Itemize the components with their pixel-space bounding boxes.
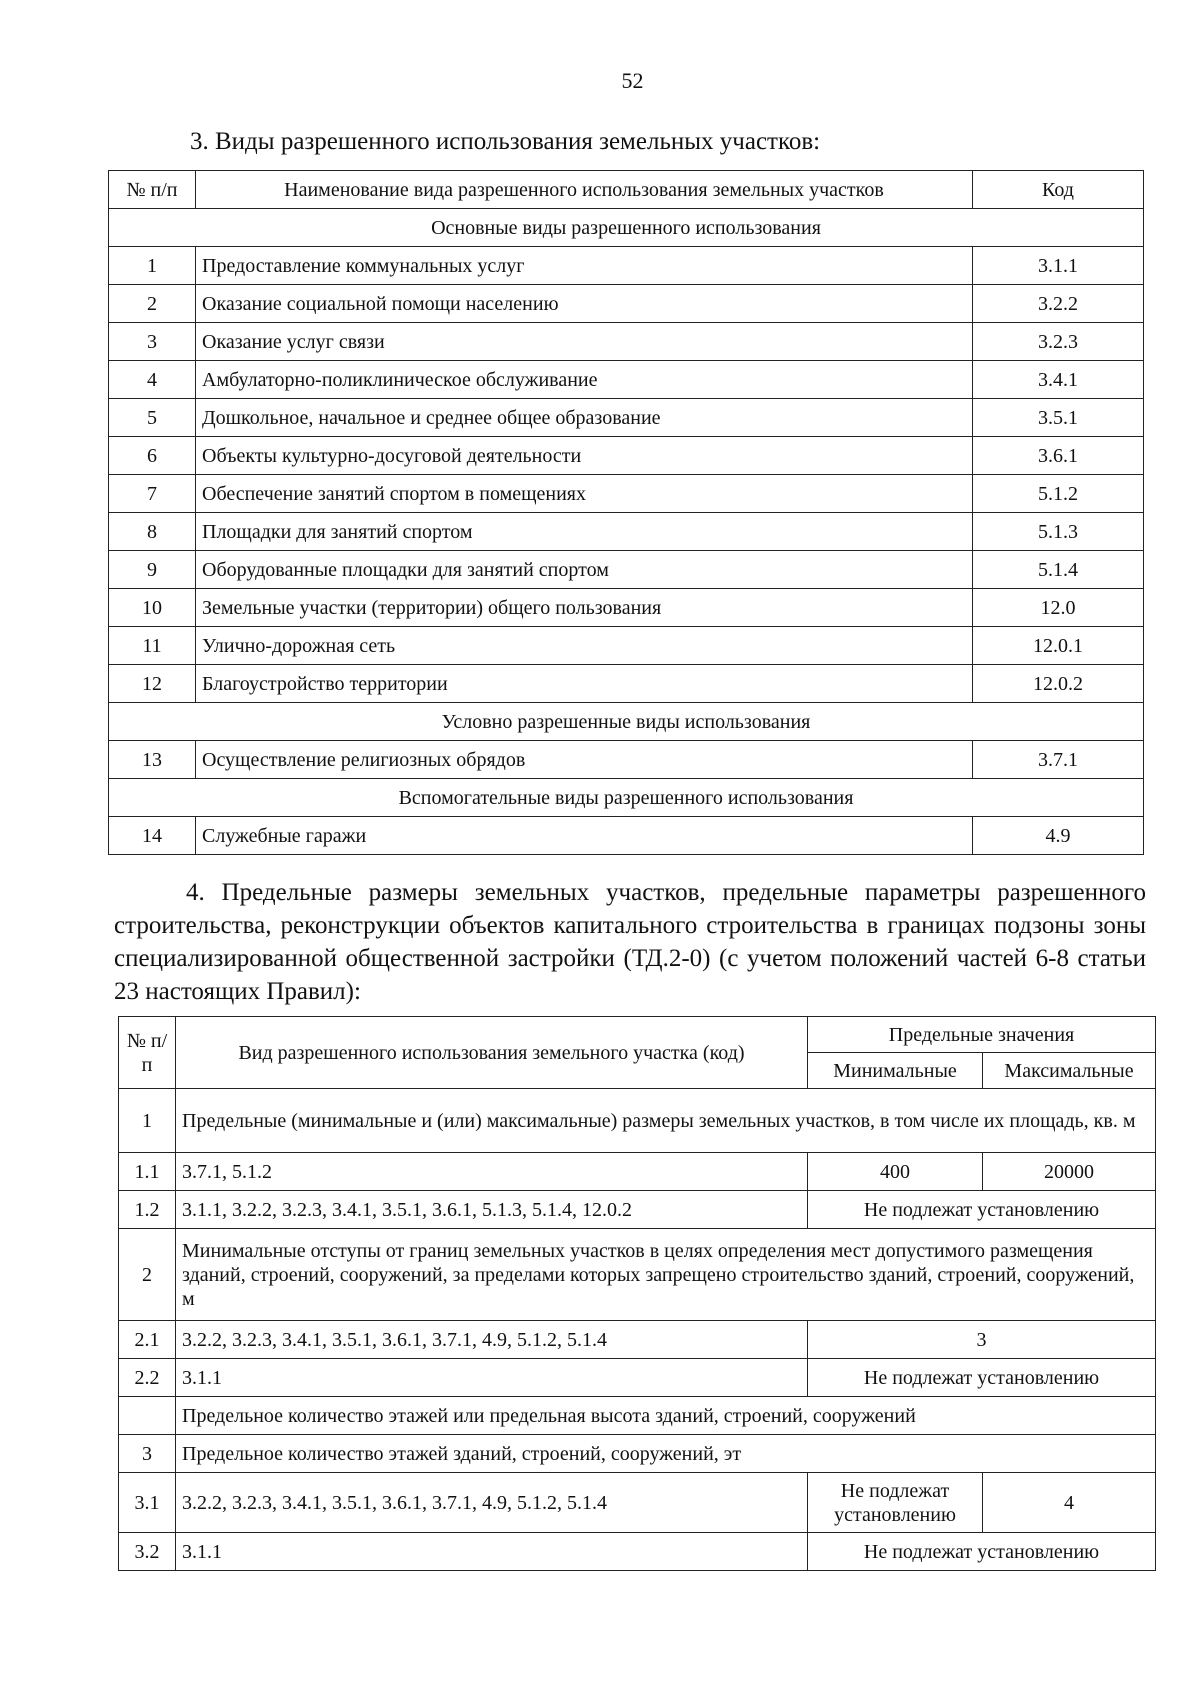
table-row [109,589,1144,627]
header-max: Максимальные [983,1053,1156,1089]
row-code: 5.1.4 [973,551,1144,589]
row-name: Обеспечение занятий спортом в помещениях [196,475,973,513]
table-row [109,551,1144,589]
row-num: 3.2 [119,1533,176,1571]
row-text: Предельное количество этажей или предельная высота зданий, строений, сооружений [176,1397,1156,1435]
row-code: 3.1.1 [973,247,1144,285]
row-code: 3.6.1 [973,437,1144,475]
row-name: Оборудованные площадки для занятий спортом [196,551,973,589]
table-row [109,665,1144,703]
table-row [119,1359,1156,1397]
table-row [119,1435,1156,1473]
row-num: 2.2 [119,1359,176,1397]
row-code: 3.7.1 [973,741,1144,779]
row-num: 12 [109,665,196,703]
row-num: 10 [109,589,196,627]
row-num: 13 [109,741,196,779]
section-3-title: 3. Виды разрешенного использования земельных участков: [190,128,821,155]
row-num: 7 [109,475,196,513]
row-value: Не подлежат установлению [808,1533,1156,1571]
row-codes: 3.1.1 [176,1533,808,1571]
row-num: 1 [119,1089,176,1153]
row-num: 5 [109,399,196,437]
row-codes: 3.1.1, 3.2.2, 3.2.3, 3.4.1, 3.5.1, 3.6.1, 5.1.3, 5.1.4, 12.0.2 [176,1191,808,1229]
row-value: 3 [808,1321,1156,1359]
table-row [119,1191,1156,1229]
row-value: Не подлежат установлению [808,1191,1156,1229]
row-name: Оказание социальной помощи населению [196,285,973,323]
row-code: 5.1.2 [973,475,1144,513]
group-row-auxiliary [109,779,1144,817]
row-num: 3.1 [119,1473,176,1533]
row-code: 4.9 [973,817,1144,855]
table-row [109,285,1144,323]
row-code: 3.2.2 [973,285,1144,323]
table-row [109,247,1144,285]
row-num: 8 [109,513,196,551]
row-text: Предельные (минимальные и (или) максимальные) размеры земельных участков, в том числе их площадь, кв. м [176,1089,1156,1153]
row-name: Земельные участки (территории) общего пользования [196,589,973,627]
row-code: 3.4.1 [973,361,1144,399]
row-code: 12.0 [973,589,1144,627]
row-text: Предельное количество этажей зданий, строений, сооружений, эт [176,1435,1156,1473]
row-name: Улично-дорожная сеть [196,627,973,665]
table-row [109,323,1144,361]
row-name: Предоставление коммунальных услуг [196,247,973,285]
row-code: 3.2.3 [973,323,1144,361]
header-limits: Предельные значения [808,1017,1156,1053]
table-row [109,475,1144,513]
table-row [119,1089,1156,1153]
table-header-row [119,1017,1156,1053]
section-4-paragraph [114,876,1146,1008]
row-value: Не подлежат установлению [808,1359,1156,1397]
row-codes: 3.1.1 [176,1359,808,1397]
group-label-conditional: Условно разрешенные виды использования [109,703,1144,741]
row-code: 3.5.1 [973,399,1144,437]
row-name: Служебные гаражи [196,817,973,855]
table-row [119,1473,1156,1533]
row-name: Оказание услуг связи [196,323,973,361]
row-num: 14 [109,817,196,855]
row-num: 1.1 [119,1153,176,1191]
table-row [109,399,1144,437]
group-row-main [109,209,1144,247]
header-name: Наименование вида разрешенного использования земельных участков [196,171,973,209]
row-num: 2.1 [119,1321,176,1359]
row-num: 9 [109,551,196,589]
permitted-use-table [108,170,1144,855]
header-min: Минимальные [808,1053,983,1089]
row-num: 3 [119,1435,176,1473]
row-num: 1.2 [119,1191,176,1229]
header-type: Вид разрешенного использования земельного участка (код) [176,1017,808,1089]
header-num: № п/п [109,171,196,209]
table-row [119,1533,1156,1571]
limits-table [118,1016,1156,1571]
row-num: 3 [109,323,196,361]
row-text: Минимальные отступы от границ земельных участков в целях определения мест допустимого размещения зданий, строений, сооружений, за пределами которых запрещено строительство зданий, строений, сооружений, м [176,1229,1156,1321]
row-name: Благоустройство территории [196,665,973,703]
table-header-row [109,171,1144,209]
row-code: 12.0.2 [973,665,1144,703]
row-min: Не подлежат установлению [808,1473,983,1533]
row-code: 5.1.3 [973,513,1144,551]
table-row [109,513,1144,551]
header-code: Код [973,171,1144,209]
row-num: 4 [109,361,196,399]
row-max: 4 [983,1473,1156,1533]
table-row [119,1229,1156,1321]
row-codes: 3.7.1, 5.1.2 [176,1153,808,1191]
row-num: 6 [109,437,196,475]
section-4-text: 4. Предельные размеры земельных участков, предельные параметры разрешенного строительства, реконструкции объектов капитального строительства в границах подзоны зоны специализированной общественной застройки (ТД.2-0) (с учетом положений частей 6-8 статьи 23 настоящих Правил): [114,879,1146,1005]
table-row [119,1397,1156,1435]
row-min: 400 [808,1153,983,1191]
row-num: 1 [109,247,196,285]
row-codes: 3.2.2, 3.2.3, 3.4.1, 3.5.1, 3.6.1, 3.7.1, 4.9, 5.1.2, 5.1.4 [176,1473,808,1533]
table-row [109,361,1144,399]
row-num-empty [119,1397,176,1435]
row-num: 2 [109,285,196,323]
row-num: 2 [119,1229,176,1321]
row-num: 11 [109,627,196,665]
row-max: 20000 [983,1153,1156,1191]
row-codes: 3.2.2, 3.2.3, 3.4.1, 3.5.1, 3.6.1, 3.7.1, 4.9, 5.1.2, 5.1.4 [176,1321,808,1359]
table-row [109,627,1144,665]
row-name: Объекты культурно-досуговой деятельности [196,437,973,475]
table-row [109,817,1144,855]
table-row [109,741,1144,779]
table-row [119,1153,1156,1191]
group-row-conditional [109,703,1144,741]
table-row [109,437,1144,475]
row-name: Площадки для занятий спортом [196,513,973,551]
table-row [119,1321,1156,1359]
header-num: № п/п [119,1017,176,1089]
row-name: Амбулаторно-поликлиническое обслуживание [196,361,973,399]
row-name: Дошкольное, начальное и среднее общее образование [196,399,973,437]
group-label-main: Основные виды разрешенного использования [109,209,1144,247]
row-name: Осуществление религиозных обрядов [196,741,973,779]
page-number: 52 [621,68,644,93]
row-code: 12.0.1 [973,627,1144,665]
group-label-auxiliary: Вспомогательные виды разрешенного использования [109,779,1144,817]
